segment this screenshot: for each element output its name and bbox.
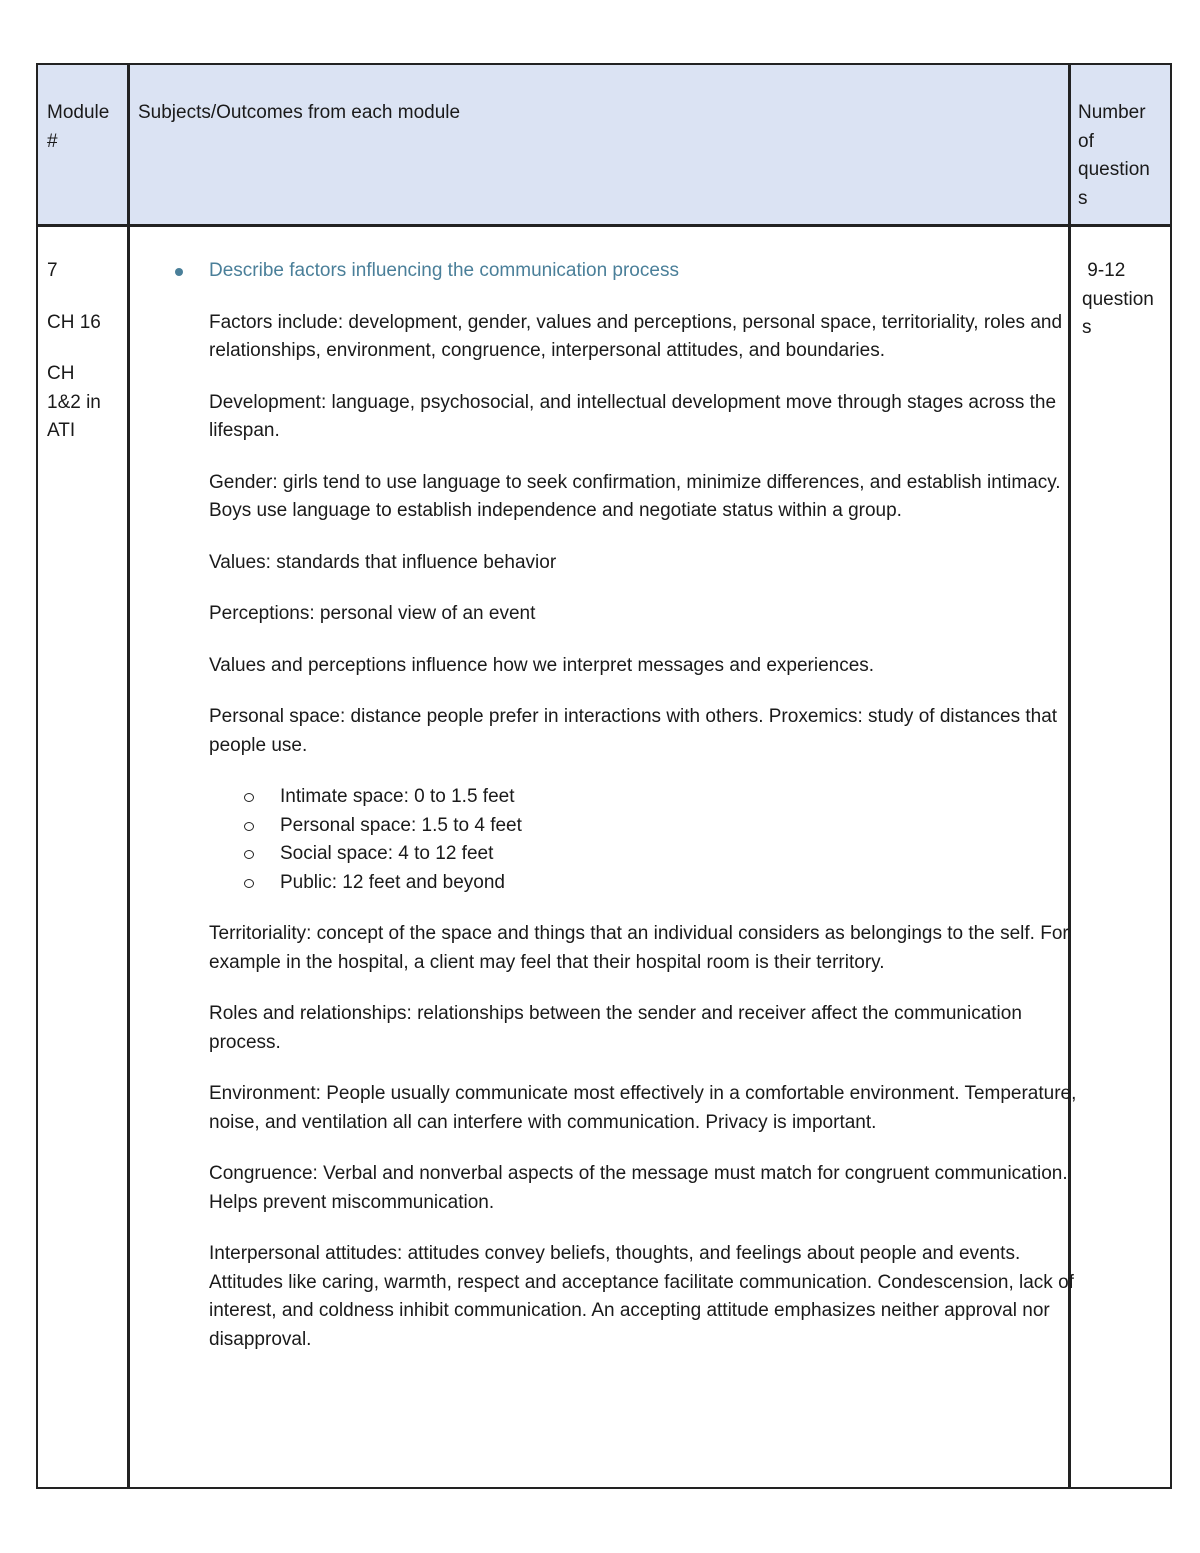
outcomes-cell xyxy=(209,257,1089,1377)
paragraph: Interpersonal attitudes: attitudes convey beliefs, thoughts, and feelings about people and events. Attitudes like caring, warmth, respect and acceptance facilitate communication. Condescension, lack of interest, and coldness inhibit communication. An accepting attitude emphasizes neither approval nor disapproval. xyxy=(209,1243,1074,1350)
list-item xyxy=(280,869,1089,898)
outcome-bullet xyxy=(209,257,1089,286)
column-divider-1 xyxy=(127,65,130,1487)
list-item-text: Intimate space: 0 to 1.5 feet xyxy=(280,786,515,807)
circle-bullet-icon xyxy=(244,822,254,831)
bullet-dot-icon xyxy=(175,268,183,276)
outcomes-table xyxy=(36,63,1172,1489)
paragraph: Development: language, psychosocial, and intellectual development move through stages across the lifespan. xyxy=(209,391,1057,441)
circle-bullet-icon xyxy=(244,879,254,888)
header-module: Module # xyxy=(47,102,110,152)
paragraph: Gender: girls tend to use language to seek confirmation, minimize differences, and establish intimacy. Boys use language to establish independence and negotiate status within a group. xyxy=(209,471,1061,521)
list-item xyxy=(280,812,1089,841)
list-item xyxy=(280,840,1089,869)
paragraph: Congruence: Verbal and nonverbal aspects of the message must match for congruent communication. Helps prevent miscommunication. xyxy=(209,1163,1068,1213)
paragraph: Personal space: distance people prefer in interactions with others. Proxemics: study of distances that people use. xyxy=(209,706,1058,756)
chapter-ref: CH 16 xyxy=(47,311,101,333)
header-number-of-questions: Number of question s xyxy=(1078,102,1150,209)
paragraph: Factors include: development, gender, values and perceptions, personal space, territoriality, roles and relationships, environment, congruence, interpersonal attitudes, and boundaries. xyxy=(209,311,1063,361)
header-subjects: Subjects/Outcomes from each module xyxy=(138,102,461,123)
circle-bullet-icon xyxy=(244,793,254,802)
header-row xyxy=(38,65,1170,225)
paragraph: Territoriality: concept of the space and things that an individual considers as belongings to the self. For example in the hospital, a client may feel that their hospital room is their territory. xyxy=(209,923,1069,973)
list-item-text: Personal space: 1.5 to 4 feet xyxy=(280,814,522,836)
module-cell xyxy=(47,257,127,469)
paragraph: Values and perceptions influence how we interpret messages and experiences. xyxy=(209,654,875,676)
circle-bullet-icon xyxy=(244,850,254,859)
list-item-text: Public: 12 feet and beyond xyxy=(280,871,506,893)
question-count: 9-12 question s xyxy=(1082,260,1154,338)
row-divider xyxy=(38,224,1170,227)
paragraph: Perceptions: personal view of an event xyxy=(209,603,536,624)
paragraph: Roles and relationships: relationships between the sender and receiver affect the communication process. xyxy=(209,1003,1022,1053)
list-item-text: Social space: 4 to 12 feet xyxy=(280,843,494,864)
personal-space-list xyxy=(209,783,1089,897)
paragraph: Environment: People usually communicate most effectively in a comfortable environment. Temperature, noise, and ventilation all can interfere with communication. Privacy is important. xyxy=(209,1083,1077,1133)
module-number: 7 xyxy=(47,260,58,281)
ati-chapter-ref: CH 1&2 in ATI xyxy=(47,363,101,441)
paragraph: Values: standards that influence behavior xyxy=(209,551,557,573)
outcome-text: Describe factors influencing the communication process xyxy=(209,260,679,281)
list-item xyxy=(280,783,1089,812)
